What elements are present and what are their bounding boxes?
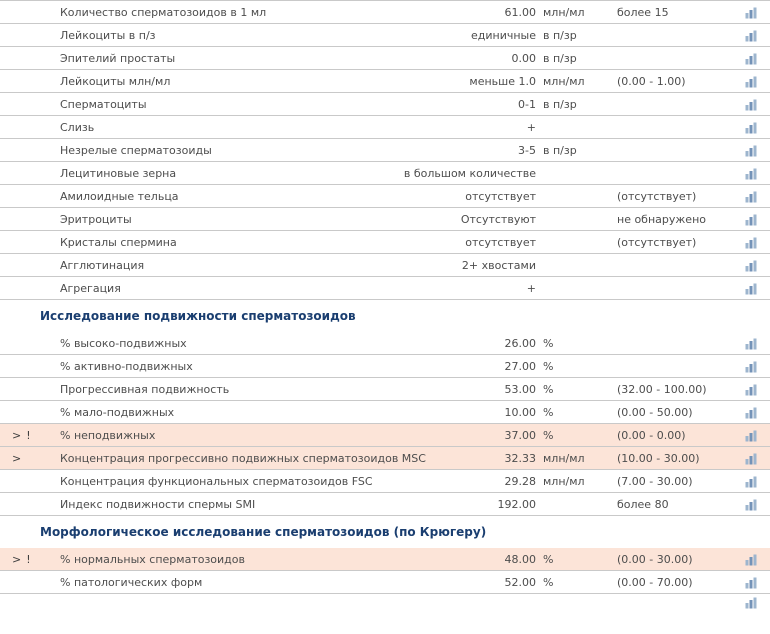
history-chart-icon[interactable] bbox=[745, 384, 758, 396]
result-unit: % bbox=[543, 429, 554, 442]
row-action-cell bbox=[744, 30, 770, 42]
parameter-name: % высоко-подвижных bbox=[60, 337, 187, 350]
result-value: 52.00 bbox=[504, 576, 536, 589]
result-value: 192.00 bbox=[497, 498, 536, 511]
result-value: + bbox=[526, 121, 536, 134]
result-unit: % bbox=[543, 406, 554, 419]
parameter-name: Амилоидные тельца bbox=[60, 190, 179, 203]
history-chart-icon[interactable] bbox=[745, 145, 758, 157]
history-chart-icon[interactable] bbox=[745, 76, 758, 88]
result-unit: % bbox=[543, 383, 554, 396]
history-chart-icon[interactable] bbox=[745, 361, 758, 373]
table-row bbox=[0, 548, 770, 571]
row-action-cell bbox=[744, 237, 770, 249]
reference-range: не обнаружено bbox=[617, 213, 706, 226]
row-action-cell bbox=[744, 145, 770, 157]
section-title: Исследование подвижности сперматозоидов bbox=[40, 309, 356, 323]
reference-range: (отсутствует) bbox=[617, 236, 697, 249]
parameter-name: Незрелые сперматозоиды bbox=[60, 144, 212, 157]
row-action-cell bbox=[744, 597, 770, 609]
parameter-name: Агрегация bbox=[60, 282, 121, 295]
result-unit: в п/зр bbox=[543, 98, 577, 111]
result-value: 27.00 bbox=[504, 360, 536, 373]
history-chart-icon[interactable] bbox=[745, 476, 758, 488]
table-row bbox=[0, 470, 770, 493]
result-value: 32.33 bbox=[504, 452, 536, 465]
table-row bbox=[0, 493, 770, 516]
abnormal-flag: >! bbox=[12, 553, 36, 566]
history-chart-icon[interactable] bbox=[745, 168, 758, 180]
result-value: единичные bbox=[470, 29, 536, 42]
result-value: 29.28 bbox=[504, 475, 536, 488]
parameter-name: Количество сперматозоидов в 1 мл bbox=[60, 6, 267, 19]
result-value: Отсутствуют bbox=[460, 213, 536, 226]
history-chart-icon[interactable] bbox=[745, 99, 758, 111]
parameter-name: Прогрессивная подвижность bbox=[60, 383, 230, 396]
parameter-name: Кристалы спермина bbox=[60, 236, 177, 249]
table-row bbox=[0, 254, 770, 277]
row-action-cell bbox=[744, 499, 770, 511]
reference-range: (0.00 - 50.00) bbox=[617, 406, 693, 419]
section-header bbox=[0, 516, 770, 548]
result-value: 53.00 bbox=[504, 383, 536, 396]
history-chart-icon[interactable] bbox=[745, 30, 758, 42]
table-row bbox=[0, 594, 770, 611]
parameter-name: Концентрация функциональных сперматозоидов FSC bbox=[60, 475, 373, 488]
table-row bbox=[0, 277, 770, 300]
history-chart-icon[interactable] bbox=[745, 122, 758, 134]
result-unit: % bbox=[543, 360, 554, 373]
history-chart-icon[interactable] bbox=[745, 499, 758, 511]
table-row bbox=[0, 447, 770, 470]
result-value: 0.00 bbox=[511, 52, 536, 65]
result-value: 10.00 bbox=[504, 406, 536, 419]
result-unit: в п/зр bbox=[543, 29, 577, 42]
row-action-cell bbox=[744, 338, 770, 350]
result-unit: в п/зр bbox=[543, 144, 577, 157]
row-action-cell bbox=[744, 577, 770, 589]
row-action-cell bbox=[744, 7, 770, 19]
table-row bbox=[0, 208, 770, 231]
result-unit: млн/мл bbox=[543, 475, 585, 488]
history-chart-icon[interactable] bbox=[745, 338, 758, 350]
result-unit: в п/зр bbox=[543, 52, 577, 65]
row-action-cell bbox=[744, 407, 770, 419]
reference-range: более 80 bbox=[617, 498, 669, 511]
result-value: 61.00 bbox=[504, 6, 536, 19]
parameter-name: Эпителий простаты bbox=[60, 52, 176, 65]
reference-range: (0.00 - 30.00) bbox=[617, 553, 693, 566]
result-value: отсутствует bbox=[465, 190, 536, 203]
row-action-cell bbox=[744, 476, 770, 488]
result-unit: % bbox=[543, 553, 554, 566]
reference-range: (0.00 - 1.00) bbox=[617, 75, 686, 88]
reference-range: более 15 bbox=[617, 6, 669, 19]
table-row bbox=[0, 424, 770, 447]
parameter-name: % патологических форм bbox=[60, 576, 203, 589]
table-row bbox=[0, 93, 770, 116]
row-action-cell bbox=[744, 168, 770, 180]
table-row bbox=[0, 116, 770, 139]
row-action-cell bbox=[744, 384, 770, 396]
table-row bbox=[0, 139, 770, 162]
table-row bbox=[0, 332, 770, 355]
history-chart-icon[interactable] bbox=[745, 53, 758, 65]
row-action-cell bbox=[744, 260, 770, 272]
row-action-cell bbox=[744, 283, 770, 295]
parameter-name: % активно-подвижных bbox=[60, 360, 193, 373]
table-row bbox=[0, 401, 770, 424]
row-action-cell bbox=[744, 99, 770, 111]
result-unit: млн/мл bbox=[543, 6, 585, 19]
result-value: 37.00 bbox=[504, 429, 536, 442]
parameter-name: Концентрация прогрессивно подвижных сперматозоидов MSC bbox=[60, 452, 426, 465]
history-chart-icon[interactable] bbox=[745, 214, 758, 226]
result-unit: % bbox=[543, 337, 554, 350]
row-action-cell bbox=[744, 214, 770, 226]
row-action-cell bbox=[744, 554, 770, 566]
result-value: 48.00 bbox=[504, 553, 536, 566]
table-row bbox=[0, 1, 770, 24]
history-chart-icon[interactable] bbox=[745, 7, 758, 19]
result-value: 2+ хвостами bbox=[461, 259, 536, 272]
parameter-name: Лейкоциты в п/з bbox=[60, 29, 156, 42]
table-row bbox=[0, 185, 770, 208]
row-action-cell bbox=[744, 53, 770, 65]
result-value: в большом количестве bbox=[403, 167, 536, 180]
history-chart-icon[interactable] bbox=[745, 597, 758, 609]
history-chart-icon[interactable] bbox=[745, 430, 758, 442]
result-unit: млн/мл bbox=[543, 452, 585, 465]
abnormal-flag: > bbox=[12, 452, 27, 465]
row-action-cell bbox=[744, 430, 770, 442]
row-action-cell bbox=[744, 76, 770, 88]
row-action-cell bbox=[744, 453, 770, 465]
parameter-name: % нормальных сперматозоидов bbox=[60, 553, 246, 566]
row-action-cell bbox=[744, 361, 770, 373]
result-value: меньше 1.0 bbox=[469, 75, 536, 88]
history-chart-icon[interactable] bbox=[745, 453, 758, 465]
result-unit: % bbox=[543, 576, 554, 589]
history-chart-icon[interactable] bbox=[745, 283, 758, 295]
history-chart-icon[interactable] bbox=[745, 191, 758, 203]
abnormal-flag: >! bbox=[12, 429, 36, 442]
reference-range: (7.00 - 30.00) bbox=[617, 475, 693, 488]
table-row bbox=[0, 378, 770, 401]
history-chart-icon[interactable] bbox=[745, 577, 758, 589]
table-row bbox=[0, 231, 770, 254]
result-value: + bbox=[526, 282, 536, 295]
result-value: отсутствует bbox=[465, 236, 536, 249]
reference-range: (0.00 - 0.00) bbox=[617, 429, 686, 442]
result-value: 0-1 bbox=[518, 98, 536, 111]
parameter-name: % неподвижных bbox=[60, 429, 156, 442]
reference-range: (10.00 - 30.00) bbox=[617, 452, 700, 465]
parameter-name: Сперматоциты bbox=[60, 98, 147, 111]
result-value: 3-5 bbox=[518, 144, 536, 157]
parameter-name: Индекс подвижности спермы SMI bbox=[60, 498, 256, 511]
parameter-name: Эритроциты bbox=[60, 213, 132, 226]
result-value: 26.00 bbox=[504, 337, 536, 350]
table-row bbox=[0, 162, 770, 185]
row-action-cell bbox=[744, 191, 770, 203]
parameter-name: Лейкоциты млн/мл bbox=[60, 75, 171, 88]
history-chart-icon[interactable] bbox=[745, 554, 758, 566]
history-chart-icon[interactable] bbox=[745, 237, 758, 249]
parameter-name: % мало-подвижных bbox=[60, 406, 175, 419]
parameter-name: Лецитиновые зерна bbox=[60, 167, 177, 180]
result-unit: млн/мл bbox=[543, 75, 585, 88]
table-row bbox=[0, 571, 770, 594]
table-row bbox=[0, 24, 770, 47]
parameter-name: Агглютинация bbox=[60, 259, 145, 272]
section-header bbox=[0, 300, 770, 332]
parameter-name: Слизь bbox=[60, 121, 95, 134]
table-row bbox=[0, 70, 770, 93]
reference-range: (отсутствует) bbox=[617, 190, 697, 203]
row-action-cell bbox=[744, 122, 770, 134]
reference-range: (32.00 - 100.00) bbox=[617, 383, 707, 396]
table-row bbox=[0, 47, 770, 70]
reference-range: (0.00 - 70.00) bbox=[617, 576, 693, 589]
table-row bbox=[0, 355, 770, 378]
history-chart-icon[interactable] bbox=[745, 407, 758, 419]
history-chart-icon[interactable] bbox=[745, 260, 758, 272]
section-title: Морфологическое исследование сперматозоидов (по Крюгеру) bbox=[40, 525, 487, 539]
